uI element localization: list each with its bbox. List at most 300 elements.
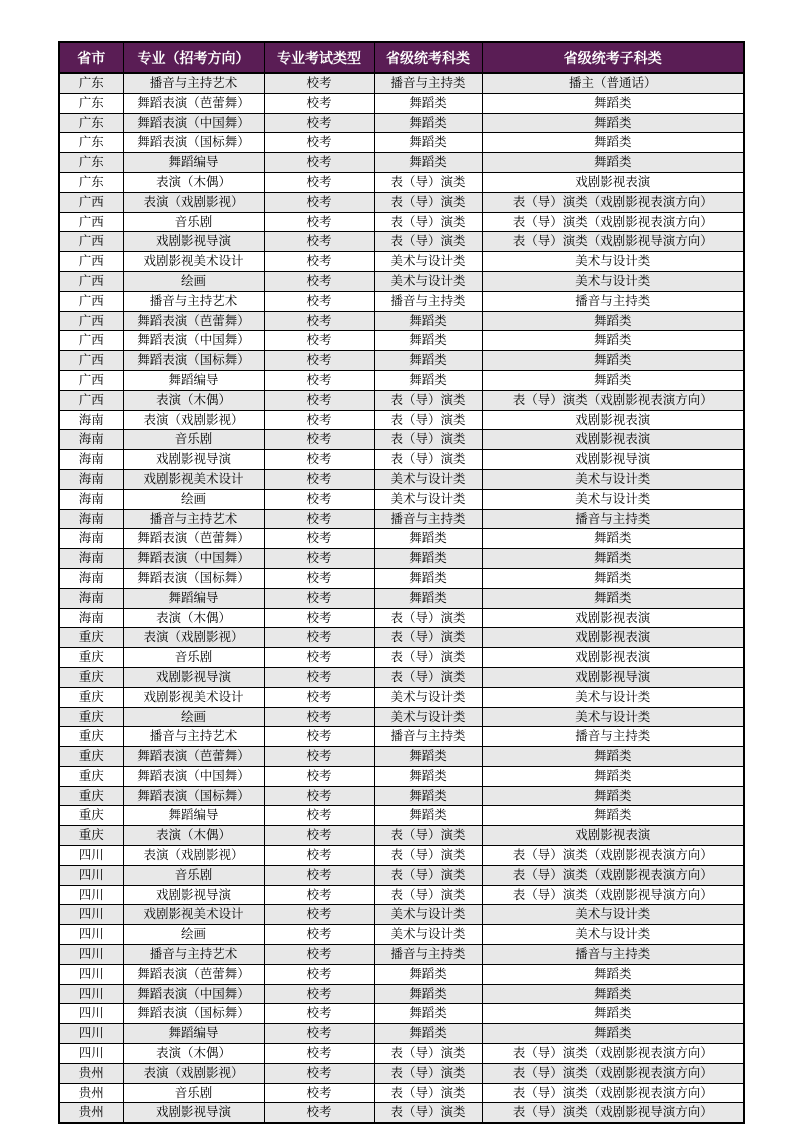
cell-subcategory: 美术与设计类 (482, 707, 744, 727)
cell-exam-type: 校考 (264, 1083, 374, 1103)
cell-province: 广东 (59, 153, 123, 173)
cell-province: 广东 (59, 133, 123, 153)
cell-exam-type: 校考 (264, 1063, 374, 1083)
cell-subcategory: 表（导）演类（戏剧影视表演方向） (482, 846, 744, 866)
cell-province: 重庆 (59, 806, 123, 826)
cell-province: 重庆 (59, 826, 123, 846)
cell-exam-type: 校考 (264, 252, 374, 272)
cell-province: 广西 (59, 370, 123, 390)
cell-exam-type: 校考 (264, 608, 374, 628)
cell-exam-type: 校考 (264, 311, 374, 331)
cell-province: 广西 (59, 390, 123, 410)
cell-exam-type: 校考 (264, 707, 374, 727)
cell-major: 戏剧影视导演 (123, 885, 264, 905)
cell-category: 舞蹈类 (374, 766, 482, 786)
cell-exam-type: 校考 (264, 865, 374, 885)
cell-category: 表（导）演类 (374, 430, 482, 450)
cell-province: 重庆 (59, 766, 123, 786)
cell-major: 舞蹈表演（中国舞） (123, 331, 264, 351)
table-row (59, 786, 744, 806)
cell-province: 海南 (59, 608, 123, 628)
table-row (59, 73, 744, 93)
cell-category: 舞蹈类 (374, 549, 482, 569)
cell-major: 舞蹈编导 (123, 370, 264, 390)
table-row (59, 430, 744, 450)
cell-exam-type: 校考 (264, 232, 374, 252)
cell-province: 重庆 (59, 727, 123, 747)
cell-province: 海南 (59, 489, 123, 509)
cell-exam-type: 校考 (264, 667, 374, 687)
cell-province: 四川 (59, 1004, 123, 1024)
cell-subcategory: 舞蹈类 (482, 93, 744, 113)
cell-exam-type: 校考 (264, 390, 374, 410)
cell-exam-type: 校考 (264, 133, 374, 153)
cell-province: 四川 (59, 925, 123, 945)
cell-category: 舞蹈类 (374, 93, 482, 113)
cell-exam-type: 校考 (264, 687, 374, 707)
cell-exam-type: 校考 (264, 212, 374, 232)
cell-exam-type: 校考 (264, 786, 374, 806)
cell-category: 表（导）演类 (374, 846, 482, 866)
cell-province: 重庆 (59, 667, 123, 687)
cell-province: 重庆 (59, 628, 123, 648)
cell-subcategory: 表（导）演类（戏剧影视表演方向） (482, 212, 744, 232)
cell-subcategory: 表（导）演类（戏剧影视表演方向） (482, 1044, 744, 1064)
table-row (59, 351, 744, 371)
cell-province: 广西 (59, 331, 123, 351)
cell-subcategory: 舞蹈类 (482, 549, 744, 569)
cell-province: 四川 (59, 984, 123, 1004)
table-row (59, 212, 744, 232)
cell-province: 广东 (59, 73, 123, 93)
cell-exam-type: 校考 (264, 826, 374, 846)
cell-province: 贵州 (59, 1103, 123, 1123)
table-row (59, 311, 744, 331)
cell-category: 播音与主持类 (374, 73, 482, 93)
table-row (59, 707, 744, 727)
table-row (59, 1103, 744, 1123)
column-header-province: 省市 (59, 42, 123, 73)
cell-subcategory: 舞蹈类 (482, 747, 744, 767)
cell-province: 重庆 (59, 707, 123, 727)
table-row (59, 648, 744, 668)
table-row (59, 667, 744, 687)
table-row (59, 766, 744, 786)
cell-subcategory: 戏剧影视表演 (482, 172, 744, 192)
table-row (59, 687, 744, 707)
cell-subcategory: 舞蹈类 (482, 568, 744, 588)
cell-major: 表演（戏剧影视） (123, 846, 264, 866)
cell-category: 播音与主持类 (374, 509, 482, 529)
cell-exam-type: 校考 (264, 450, 374, 470)
cell-subcategory: 美术与设计类 (482, 687, 744, 707)
cell-major: 音乐剧 (123, 865, 264, 885)
cell-category: 表（导）演类 (374, 608, 482, 628)
cell-province: 广东 (59, 172, 123, 192)
cell-province: 贵州 (59, 1063, 123, 1083)
cell-exam-type: 校考 (264, 331, 374, 351)
cell-category: 舞蹈类 (374, 133, 482, 153)
cell-exam-type: 校考 (264, 984, 374, 1004)
cell-exam-type: 校考 (264, 113, 374, 133)
cell-province: 广东 (59, 113, 123, 133)
cell-province: 重庆 (59, 747, 123, 767)
table-row (59, 509, 744, 529)
cell-major: 舞蹈表演（国标舞） (123, 351, 264, 371)
admission-exam-table (58, 41, 745, 1124)
cell-category: 舞蹈类 (374, 747, 482, 767)
cell-major: 舞蹈表演（中国舞） (123, 113, 264, 133)
cell-exam-type: 校考 (264, 905, 374, 925)
cell-major: 戏剧影视美术设计 (123, 905, 264, 925)
cell-province: 海南 (59, 549, 123, 569)
cell-subcategory: 表（导）演类（戏剧影视表演方向） (482, 192, 744, 212)
cell-province: 四川 (59, 846, 123, 866)
cell-exam-type: 校考 (264, 568, 374, 588)
table-row (59, 1063, 744, 1083)
cell-category: 表（导）演类 (374, 1063, 482, 1083)
cell-subcategory: 美术与设计类 (482, 469, 744, 489)
cell-category: 表（导）演类 (374, 1103, 482, 1123)
cell-exam-type: 校考 (264, 628, 374, 648)
cell-category: 表（导）演类 (374, 232, 482, 252)
cell-subcategory: 美术与设计类 (482, 271, 744, 291)
cell-major: 舞蹈表演（芭蕾舞） (123, 311, 264, 331)
cell-major: 舞蹈表演（中国舞） (123, 984, 264, 1004)
cell-exam-type: 校考 (264, 153, 374, 173)
cell-major: 舞蹈表演（芭蕾舞） (123, 529, 264, 549)
cell-subcategory: 舞蹈类 (482, 113, 744, 133)
cell-exam-type: 校考 (264, 964, 374, 984)
cell-subcategory: 美术与设计类 (482, 925, 744, 945)
table-row (59, 628, 744, 648)
cell-subcategory: 舞蹈类 (482, 786, 744, 806)
cell-major: 表演（戏剧影视） (123, 192, 264, 212)
cell-province: 重庆 (59, 786, 123, 806)
cell-category: 播音与主持类 (374, 727, 482, 747)
cell-exam-type: 校考 (264, 489, 374, 509)
cell-exam-type: 校考 (264, 410, 374, 430)
table-row (59, 1083, 744, 1103)
cell-major: 舞蹈编导 (123, 588, 264, 608)
table-row (59, 549, 744, 569)
table-row (59, 727, 744, 747)
cell-category: 表（导）演类 (374, 212, 482, 232)
cell-province: 海南 (59, 588, 123, 608)
cell-major: 戏剧影视导演 (123, 667, 264, 687)
cell-major: 表演（木偶） (123, 1044, 264, 1064)
cell-exam-type: 校考 (264, 1024, 374, 1044)
table-row (59, 747, 744, 767)
cell-major: 音乐剧 (123, 430, 264, 450)
cell-subcategory: 舞蹈类 (482, 133, 744, 153)
table-row (59, 489, 744, 509)
cell-province: 广西 (59, 252, 123, 272)
column-header-subcategory: 省级统考子科类 (482, 42, 744, 73)
cell-exam-type: 校考 (264, 529, 374, 549)
table-row (59, 945, 744, 965)
cell-category: 舞蹈类 (374, 984, 482, 1004)
column-header-category: 省级统考科类 (374, 42, 482, 73)
cell-province: 海南 (59, 410, 123, 430)
cell-exam-type: 校考 (264, 648, 374, 668)
cell-exam-type: 校考 (264, 271, 374, 291)
table-row (59, 1024, 744, 1044)
cell-subcategory: 戏剧影视表演 (482, 608, 744, 628)
cell-province: 四川 (59, 885, 123, 905)
cell-category: 表（导）演类 (374, 1083, 482, 1103)
cell-category: 表（导）演类 (374, 667, 482, 687)
cell-subcategory: 表（导）演类（戏剧影视表演方向） (482, 1083, 744, 1103)
cell-province: 重庆 (59, 648, 123, 668)
cell-exam-type: 校考 (264, 430, 374, 450)
cell-province: 广西 (59, 192, 123, 212)
cell-major: 音乐剧 (123, 1083, 264, 1103)
cell-major: 戏剧影视导演 (123, 232, 264, 252)
cell-subcategory: 播音与主持类 (482, 945, 744, 965)
cell-province: 海南 (59, 430, 123, 450)
table-row (59, 984, 744, 1004)
cell-major: 舞蹈表演（国标舞） (123, 786, 264, 806)
cell-province: 海南 (59, 469, 123, 489)
cell-subcategory: 戏剧影视表演 (482, 430, 744, 450)
cell-exam-type: 校考 (264, 469, 374, 489)
cell-category: 舞蹈类 (374, 351, 482, 371)
cell-exam-type: 校考 (264, 588, 374, 608)
cell-subcategory: 舞蹈类 (482, 153, 744, 173)
cell-subcategory: 戏剧影视导演 (482, 667, 744, 687)
cell-major: 绘画 (123, 707, 264, 727)
cell-province: 广西 (59, 311, 123, 331)
cell-province: 四川 (59, 1044, 123, 1064)
cell-subcategory: 表（导）演类（戏剧影视导演方向） (482, 1103, 744, 1123)
cell-category: 舞蹈类 (374, 568, 482, 588)
table-row (59, 271, 744, 291)
table-row (59, 806, 744, 826)
cell-province: 海南 (59, 529, 123, 549)
cell-exam-type: 校考 (264, 351, 374, 371)
cell-province: 海南 (59, 450, 123, 470)
cell-major: 表演（戏剧影视） (123, 1063, 264, 1083)
cell-major: 表演（木偶） (123, 172, 264, 192)
cell-major: 表演（木偶） (123, 826, 264, 846)
cell-subcategory: 舞蹈类 (482, 311, 744, 331)
cell-major: 舞蹈编导 (123, 153, 264, 173)
cell-major: 绘画 (123, 271, 264, 291)
cell-category: 舞蹈类 (374, 588, 482, 608)
cell-major: 舞蹈表演（国标舞） (123, 133, 264, 153)
cell-subcategory: 舞蹈类 (482, 351, 744, 371)
table-header-row (59, 42, 744, 73)
table-row (59, 331, 744, 351)
cell-category: 舞蹈类 (374, 153, 482, 173)
cell-province: 四川 (59, 945, 123, 965)
cell-major: 播音与主持艺术 (123, 945, 264, 965)
cell-category: 表（导）演类 (374, 192, 482, 212)
cell-category: 美术与设计类 (374, 489, 482, 509)
table-row (59, 370, 744, 390)
table-row (59, 93, 744, 113)
cell-exam-type: 校考 (264, 747, 374, 767)
cell-major: 舞蹈编导 (123, 1024, 264, 1044)
table-row (59, 172, 744, 192)
cell-category: 美术与设计类 (374, 271, 482, 291)
cell-category: 表（导）演类 (374, 648, 482, 668)
cell-major: 绘画 (123, 925, 264, 945)
cell-category: 舞蹈类 (374, 113, 482, 133)
cell-exam-type: 校考 (264, 1103, 374, 1123)
cell-major: 舞蹈表演（芭蕾舞） (123, 964, 264, 984)
cell-province: 四川 (59, 865, 123, 885)
cell-province: 广西 (59, 351, 123, 371)
cell-province: 广西 (59, 271, 123, 291)
cell-province: 贵州 (59, 1083, 123, 1103)
cell-exam-type: 校考 (264, 73, 374, 93)
cell-major: 舞蹈编导 (123, 806, 264, 826)
cell-province: 重庆 (59, 687, 123, 707)
cell-province: 四川 (59, 905, 123, 925)
cell-province: 广西 (59, 212, 123, 232)
cell-subcategory: 舞蹈类 (482, 370, 744, 390)
table-row (59, 252, 744, 272)
cell-major: 表演（木偶） (123, 608, 264, 628)
cell-subcategory: 播音与主持类 (482, 509, 744, 529)
cell-category: 表（导）演类 (374, 865, 482, 885)
cell-major: 表演（戏剧影视） (123, 628, 264, 648)
table-row (59, 113, 744, 133)
cell-subcategory: 舞蹈类 (482, 766, 744, 786)
cell-province: 海南 (59, 568, 123, 588)
cell-subcategory: 播主（普通话） (482, 73, 744, 93)
cell-province: 广东 (59, 93, 123, 113)
cell-category: 播音与主持类 (374, 291, 482, 311)
table-row (59, 608, 744, 628)
table-row (59, 865, 744, 885)
cell-major: 戏剧影视美术设计 (123, 687, 264, 707)
cell-subcategory: 表（导）演类（戏剧影视导演方向） (482, 232, 744, 252)
cell-exam-type: 校考 (264, 1044, 374, 1064)
cell-category: 舞蹈类 (374, 311, 482, 331)
table-row (59, 232, 744, 252)
table-row (59, 133, 744, 153)
cell-major: 舞蹈表演（国标舞） (123, 1004, 264, 1024)
cell-major: 播音与主持艺术 (123, 727, 264, 747)
table-row (59, 826, 744, 846)
cell-exam-type: 校考 (264, 549, 374, 569)
table-row (59, 588, 744, 608)
cell-category: 舞蹈类 (374, 1024, 482, 1044)
cell-subcategory: 表（导）演类（戏剧影视导演方向） (482, 885, 744, 905)
table-row (59, 885, 744, 905)
cell-category: 舞蹈类 (374, 331, 482, 351)
cell-subcategory: 舞蹈类 (482, 1024, 744, 1044)
cell-subcategory: 舞蹈类 (482, 588, 744, 608)
table-row (59, 905, 744, 925)
cell-subcategory: 美术与设计类 (482, 489, 744, 509)
cell-exam-type: 校考 (264, 1004, 374, 1024)
table-row (59, 925, 744, 945)
cell-category: 美术与设计类 (374, 905, 482, 925)
cell-major: 戏剧影视美术设计 (123, 469, 264, 489)
table-row (59, 846, 744, 866)
cell-subcategory: 戏剧影视导演 (482, 450, 744, 470)
cell-category: 舞蹈类 (374, 964, 482, 984)
cell-province: 广西 (59, 232, 123, 252)
cell-major: 舞蹈表演（国标舞） (123, 568, 264, 588)
cell-major: 表演（戏剧影视） (123, 410, 264, 430)
table-row (59, 1044, 744, 1064)
cell-subcategory: 美术与设计类 (482, 905, 744, 925)
cell-major: 戏剧影视美术设计 (123, 252, 264, 272)
cell-major: 舞蹈表演（芭蕾舞） (123, 93, 264, 113)
column-header-major: 专业（招考方向） (123, 42, 264, 73)
cell-major: 戏剧影视导演 (123, 450, 264, 470)
cell-category: 表（导）演类 (374, 390, 482, 410)
cell-category: 舞蹈类 (374, 370, 482, 390)
cell-exam-type: 校考 (264, 93, 374, 113)
cell-exam-type: 校考 (264, 172, 374, 192)
cell-subcategory: 表（导）演类（戏剧影视表演方向） (482, 865, 744, 885)
cell-major: 播音与主持艺术 (123, 291, 264, 311)
table-row (59, 192, 744, 212)
cell-exam-type: 校考 (264, 945, 374, 965)
cell-major: 舞蹈表演（芭蕾舞） (123, 747, 264, 767)
cell-category: 舞蹈类 (374, 806, 482, 826)
table-row (59, 469, 744, 489)
cell-major: 播音与主持艺术 (123, 73, 264, 93)
cell-major: 表演（木偶） (123, 390, 264, 410)
cell-category: 表（导）演类 (374, 885, 482, 905)
table-row (59, 568, 744, 588)
cell-category: 表（导）演类 (374, 450, 482, 470)
cell-subcategory: 舞蹈类 (482, 331, 744, 351)
cell-exam-type: 校考 (264, 727, 374, 747)
cell-subcategory: 表（导）演类（戏剧影视表演方向） (482, 1063, 744, 1083)
cell-major: 舞蹈表演（中国舞） (123, 766, 264, 786)
cell-exam-type: 校考 (264, 192, 374, 212)
table-row (59, 964, 744, 984)
cell-province: 四川 (59, 964, 123, 984)
cell-exam-type: 校考 (264, 509, 374, 529)
cell-exam-type: 校考 (264, 370, 374, 390)
cell-subcategory: 美术与设计类 (482, 252, 744, 272)
cell-major: 音乐剧 (123, 648, 264, 668)
cell-category: 表（导）演类 (374, 826, 482, 846)
table-row (59, 410, 744, 430)
cell-category: 美术与设计类 (374, 687, 482, 707)
cell-major: 音乐剧 (123, 212, 264, 232)
cell-subcategory: 戏剧影视表演 (482, 826, 744, 846)
cell-exam-type: 校考 (264, 806, 374, 826)
cell-category: 美术与设计类 (374, 925, 482, 945)
cell-category: 表（导）演类 (374, 172, 482, 192)
cell-subcategory: 舞蹈类 (482, 964, 744, 984)
cell-category: 舞蹈类 (374, 1004, 482, 1024)
cell-exam-type: 校考 (264, 846, 374, 866)
cell-province: 海南 (59, 509, 123, 529)
cell-category: 美术与设计类 (374, 252, 482, 272)
cell-category: 舞蹈类 (374, 786, 482, 806)
cell-major: 戏剧影视导演 (123, 1103, 264, 1123)
cell-category: 表（导）演类 (374, 410, 482, 430)
cell-category: 美术与设计类 (374, 469, 482, 489)
table-row (59, 291, 744, 311)
table-row (59, 529, 744, 549)
cell-subcategory: 播音与主持类 (482, 727, 744, 747)
table-row (59, 450, 744, 470)
cell-subcategory: 表（导）演类（戏剧影视表演方向） (482, 390, 744, 410)
cell-major: 绘画 (123, 489, 264, 509)
